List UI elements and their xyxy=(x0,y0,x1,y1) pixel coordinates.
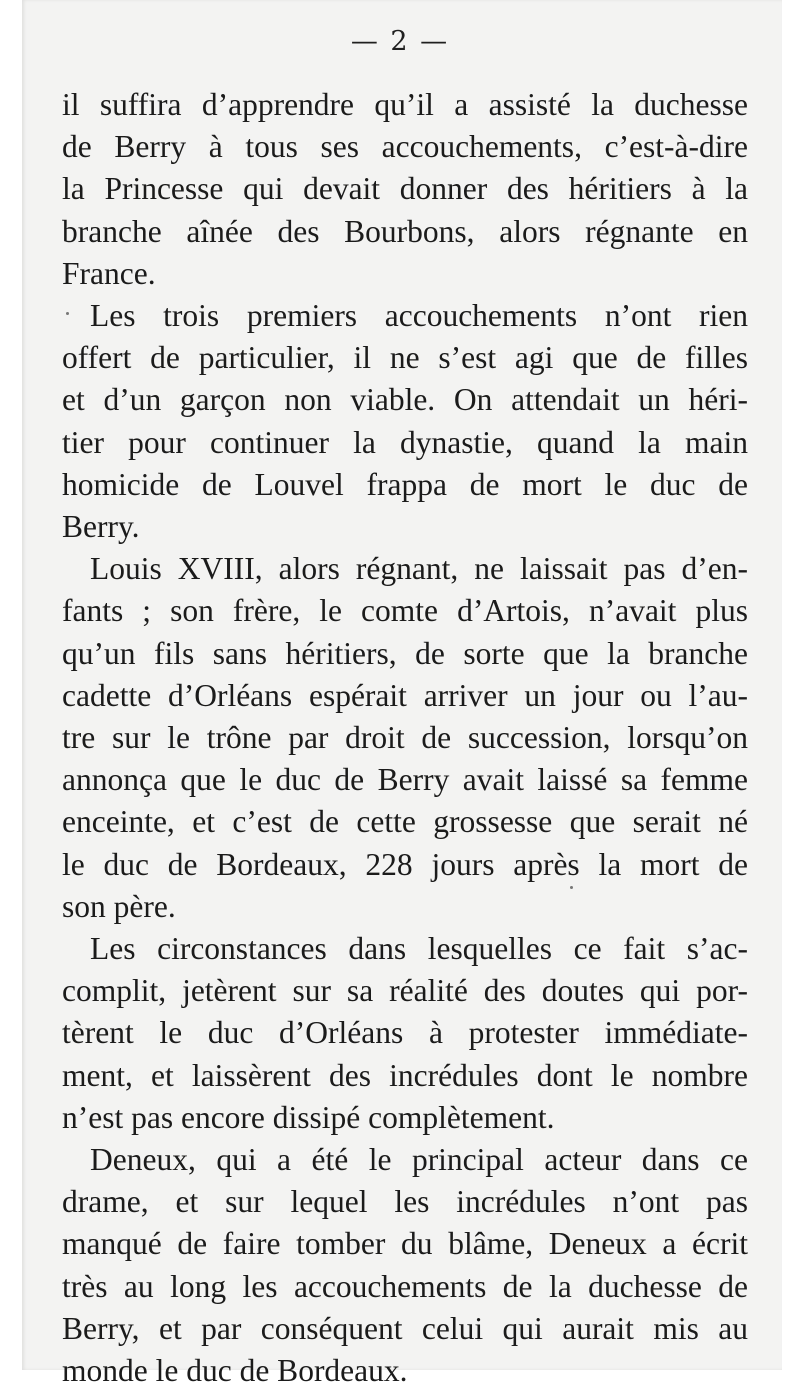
text-line: tier pour continuer la dynastie, quand la main xyxy=(62,424,748,460)
text-line: branche aînée des Bourbons, alors régnante en xyxy=(62,213,748,249)
text-line: manqué de faire tomber du blâme, Deneux a écrit xyxy=(62,1226,748,1262)
text-line: drame, et sur lequel les incrédules n’ont pas xyxy=(62,1184,748,1220)
text-line: Les trois premiers accouchements n’ont rien xyxy=(90,298,748,334)
text-line: tre sur le trône par droit de succession, lorsqu’on xyxy=(62,720,748,756)
text-line: très au long les accouchements de la duchesse de xyxy=(62,1268,748,1304)
text-line: il suffira d’apprendre qu’il a assisté la duchesse xyxy=(62,87,748,122)
text-line: le duc de Bordeaux, 228 jours après la mort de xyxy=(62,846,748,882)
paragraph xyxy=(62,1139,748,1392)
text-line: cadette d’Orléans espérait arriver un jour ou l’au- xyxy=(62,677,748,713)
paragraph xyxy=(62,295,748,548)
text-line: offert de particulier, il ne s’est agi que de filles xyxy=(62,340,748,376)
text-line: homicide de Louvel frappa de mort le duc de xyxy=(62,466,748,502)
paragraph xyxy=(62,548,748,928)
text-line: et d’un garçon non viable. On attendait un héri- xyxy=(62,382,748,418)
text-line: France. xyxy=(62,255,156,291)
text-line: Berry, et par conséquent celui qui aurait mis au xyxy=(62,1310,748,1346)
text-line: n’est pas encore dissipé complètement. xyxy=(62,1099,555,1135)
text-line: Berry. xyxy=(62,509,140,545)
text-line: complit, jetèrent sur sa réalité des doutes qui por- xyxy=(62,973,748,1009)
text-line: Louis XVIII, alors régnant, ne laissait pas d’en- xyxy=(90,551,748,587)
text-line: de Berry à tous ses accouchements, c’est-à-dire xyxy=(62,129,748,165)
text-line: Deneux, qui a été le principal acteur dans ce xyxy=(90,1142,748,1178)
text-line: Les circonstances dans lesquelles ce fait s’ac- xyxy=(90,931,748,967)
text-line: la Princesse qui devait donner des héritiers à la xyxy=(62,171,748,207)
text-line: enceinte, et c’est de cette grossesse que serait né xyxy=(62,804,748,840)
text-line: ment, et laissèrent des incrédules dont le nombre xyxy=(62,1057,748,1093)
text-line: qu’un fils sans héritiers, de sorte que la branche xyxy=(62,635,748,671)
page-number: — 2 — xyxy=(350,26,450,57)
text-line: tèrent le duc d’Orléans à protester immédiate- xyxy=(62,1015,748,1051)
text-line: annonça que le duc de Berry avait laissé sa femme xyxy=(62,762,748,798)
text-line: monde le duc de Bordeaux. xyxy=(62,1353,408,1389)
text-line: fants ; son frère, le comte d’Artois, n’avait plus xyxy=(62,593,748,629)
text-line: son père. xyxy=(62,888,176,924)
paragraph xyxy=(62,84,748,295)
paragraph xyxy=(62,928,748,1139)
body-text xyxy=(62,84,748,1392)
